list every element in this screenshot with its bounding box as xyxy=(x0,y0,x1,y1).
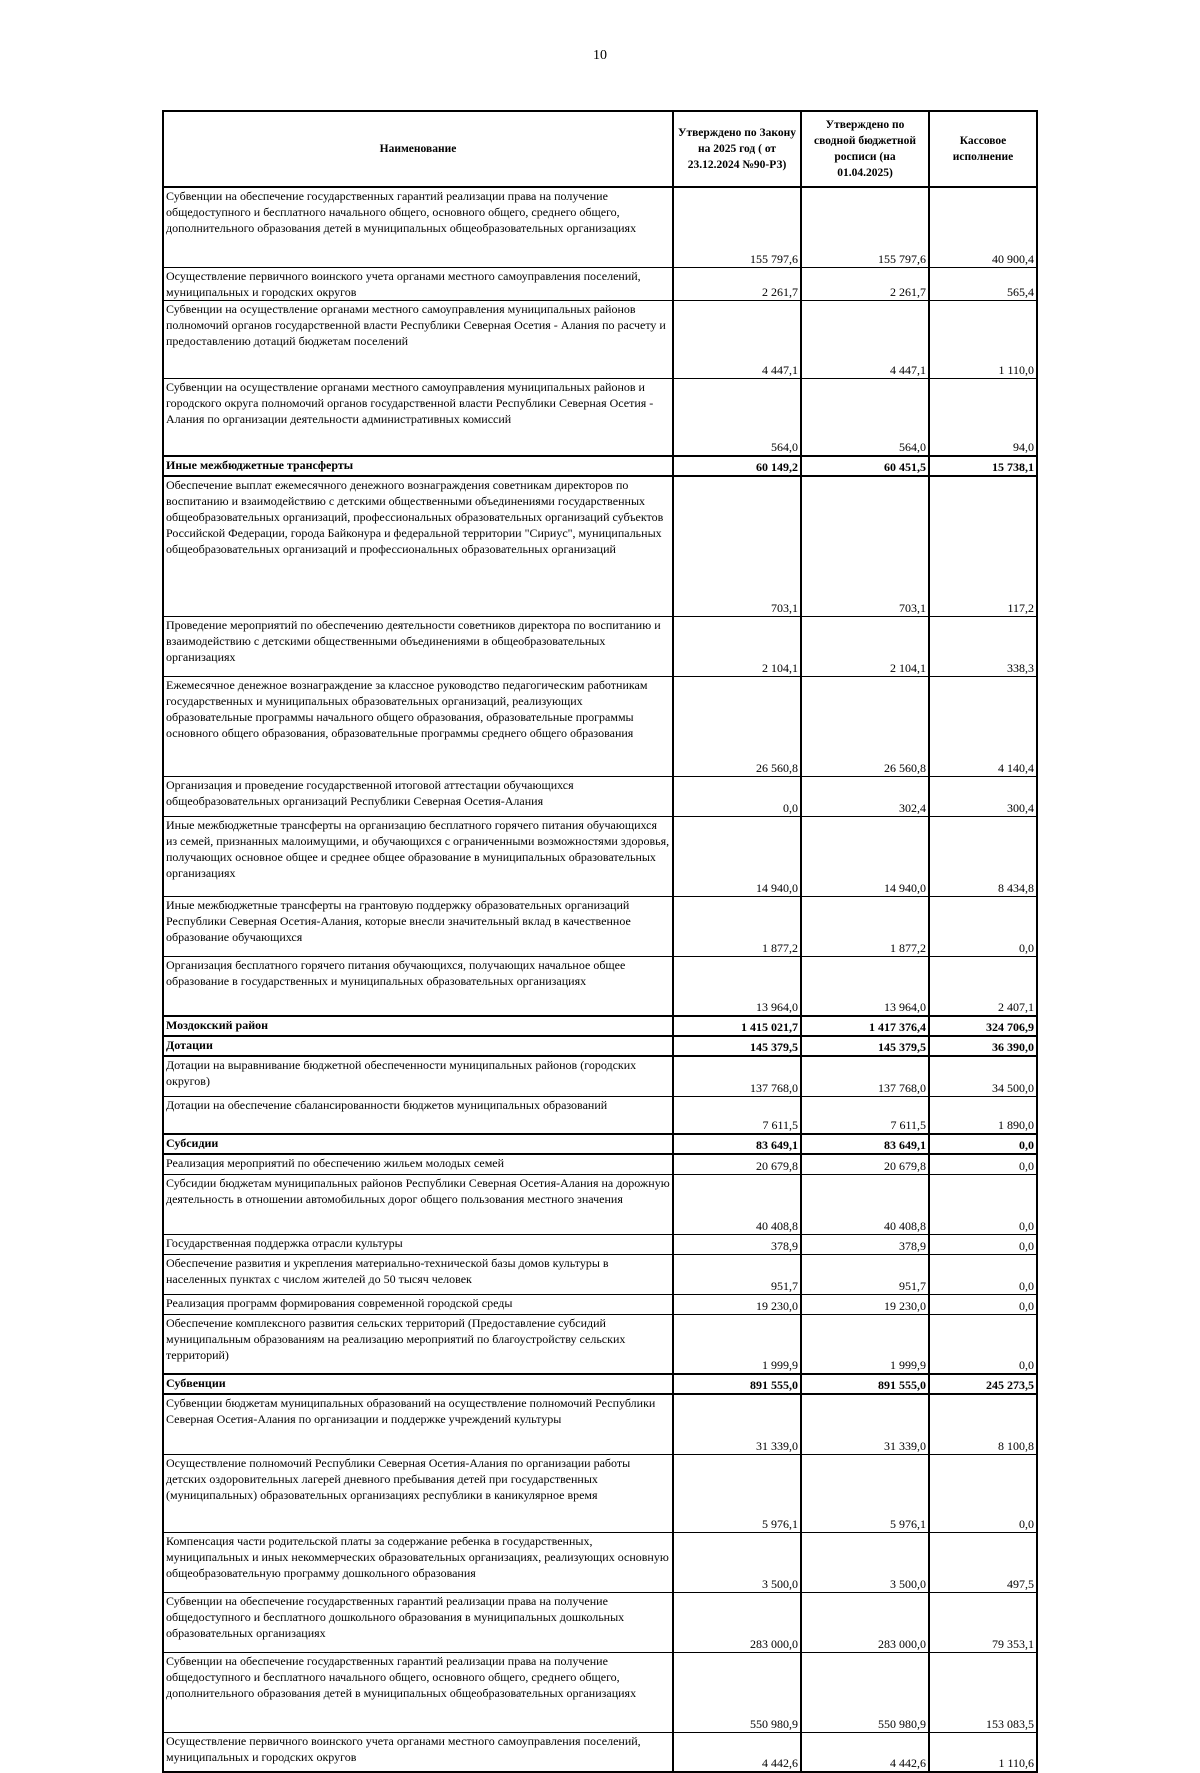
row-name: Субвенции на обеспечение государственных гарантий реализации права на получение общедоступного и бесплатного начального общего, основного общего, среднего общего, дополнительного образования детей в муниципальных общеобразовательных организациях xyxy=(163,1652,673,1732)
row-approved-law: 891 555,0 xyxy=(673,1374,801,1394)
row-cash-execution: 34 500,0 xyxy=(929,1056,1037,1096)
header-cash-execution: Кассовое исполнение xyxy=(929,111,1037,187)
table-row xyxy=(163,1592,1037,1652)
row-name: Субвенции на обеспечение государственных гарантий реализации права на получение общедоступного и бесплатного начального общего, основного общего, среднего общего, дополнительного образования детей в муниципальных общеобразовательных организациях xyxy=(163,187,673,267)
table-row xyxy=(163,1254,1037,1294)
row-approved-roster: 7 611,5 xyxy=(801,1096,929,1134)
row-name: Субвенции на обеспечение государственных гарантий реализации права на получение общедоступного и бесплатного дошкольного образования в муниципальных дошкольных образовательных организациях xyxy=(163,1592,673,1652)
row-name: Проведение мероприятий по обеспечению деятельности советников директора по воспитанию и взаимодействию с детскими общественными объединениями в общеобразовательных организациях xyxy=(163,616,673,676)
row-approved-law: 13 964,0 xyxy=(673,956,801,1016)
row-cash-execution: 8 100,8 xyxy=(929,1394,1037,1454)
row-cash-execution: 15 738,1 xyxy=(929,456,1037,476)
row-name: Субвенции бюджетам муниципальных образований на осуществление полномочий Республики Северная Осетия-Алания по организации и поддержке учреждений культуры xyxy=(163,1394,673,1454)
table-row xyxy=(163,1374,1037,1394)
table-row xyxy=(163,776,1037,816)
table-row xyxy=(163,1532,1037,1592)
row-cash-execution: 94,0 xyxy=(929,378,1037,456)
row-cash-execution: 497,5 xyxy=(929,1532,1037,1592)
table-row xyxy=(163,1314,1037,1374)
row-approved-roster: 14 940,0 xyxy=(801,816,929,896)
row-cash-execution: 8 434,8 xyxy=(929,816,1037,896)
row-cash-execution: 324 706,9 xyxy=(929,1016,1037,1036)
row-name: Субвенции на осуществление органами местного самоуправления муниципальных районов и городского округа полномочий органов государственной власти Республики Северная Осетия - Алания по организации деятельности административных комиссий xyxy=(163,378,673,456)
table-row xyxy=(163,476,1037,616)
row-approved-roster: 1 417 376,4 xyxy=(801,1016,929,1036)
row-approved-roster: 951,7 xyxy=(801,1254,929,1294)
row-name: Дотации на обеспечение сбалансированности бюджетов муниципальных образований xyxy=(163,1096,673,1134)
row-approved-roster: 137 768,0 xyxy=(801,1056,929,1096)
table-row xyxy=(163,1036,1037,1056)
row-name: Реализация программ формирования современной городской среды xyxy=(163,1294,673,1314)
row-name: Осуществление первичного воинского учета органами местного самоуправления поселений, муниципальных и городских округов xyxy=(163,267,673,300)
row-cash-execution: 1 110,6 xyxy=(929,1732,1037,1772)
row-cash-execution: 0,0 xyxy=(929,1254,1037,1294)
table-row xyxy=(163,676,1037,776)
row-approved-law: 60 149,2 xyxy=(673,456,801,476)
row-name: Иные межбюджетные трансферты на грантовую поддержку образовательных организаций Республики Северная Осетия-Алания, которые внесли значительный вклад в качественное образование обучающихся xyxy=(163,896,673,956)
row-approved-roster: 4 447,1 xyxy=(801,300,929,378)
row-approved-law: 137 768,0 xyxy=(673,1056,801,1096)
row-name: Обеспечение выплат ежемесячного денежного вознаграждения советникам директоров по воспитанию и взаимодействию с детскими общественными объединениями государственных общеобразовательных организаций, профессиональных образовательных организаций субъектов Российской Федерации, города Байконура и федеральной территории "Сириус", муниципальных общеобразовательных организаций и профессиональных образовательных организаций xyxy=(163,476,673,616)
table-row xyxy=(163,187,1037,267)
row-approved-roster: 378,9 xyxy=(801,1234,929,1254)
row-approved-roster: 1 877,2 xyxy=(801,896,929,956)
row-approved-law: 703,1 xyxy=(673,476,801,616)
row-cash-execution: 1 890,0 xyxy=(929,1096,1037,1134)
row-approved-roster: 3 500,0 xyxy=(801,1532,929,1592)
row-approved-law: 145 379,5 xyxy=(673,1036,801,1056)
row-approved-law: 7 611,5 xyxy=(673,1096,801,1134)
row-approved-roster: 1 999,9 xyxy=(801,1314,929,1374)
table-row xyxy=(163,456,1037,476)
row-approved-roster: 31 339,0 xyxy=(801,1394,929,1454)
row-cash-execution: 2 407,1 xyxy=(929,956,1037,1016)
row-approved-law: 550 980,9 xyxy=(673,1652,801,1732)
table-row xyxy=(163,1652,1037,1732)
table-header-row xyxy=(163,111,1037,187)
header-approved-roster: Утверждено по сводной бюджетной росписи (на 01.04.2025) xyxy=(801,111,929,187)
row-approved-roster: 4 442,6 xyxy=(801,1732,929,1772)
row-approved-law: 40 408,8 xyxy=(673,1174,801,1234)
row-name: Компенсация части родительской платы за содержание ребенка в государственных, муниципальных и иных некоммерческих образовательных организациях, реализующих основную общеобразовательную программу дошкольного образования xyxy=(163,1532,673,1592)
table-row xyxy=(163,1174,1037,1234)
row-cash-execution: 0,0 xyxy=(929,1134,1037,1154)
row-name: Реализация мероприятий по обеспечению жильем молодых семей xyxy=(163,1154,673,1174)
row-approved-law: 83 649,1 xyxy=(673,1134,801,1154)
table-row xyxy=(163,1234,1037,1254)
row-approved-law: 951,7 xyxy=(673,1254,801,1294)
row-name: Осуществление полномочий Республики Северная Осетия-Алания по организации работы детских оздоровительных лагерей дневного пребывания детей при государственных (муниципальных) образовательных организациях республики в каникулярное время xyxy=(163,1454,673,1532)
table-row xyxy=(163,1016,1037,1036)
row-approved-roster: 302,4 xyxy=(801,776,929,816)
row-name: Ежемесячное денежное вознаграждение за классное руководство педагогическим работникам государственных и муниципальных образовательных организаций, реализующих образовательные программы начального общего образования, образовательные программы основного общего образования, образовательные программы среднего общего образования xyxy=(163,676,673,776)
row-cash-execution: 40 900,4 xyxy=(929,187,1037,267)
row-name: Обеспечение комплексного развития сельских территорий (Предоставление субсидий муниципальным образованиям на реализацию мероприятий по благоустройству сельских территорий) xyxy=(163,1314,673,1374)
row-name: Организация и проведение государственной итоговой аттестации обучающихся общеобразовательных организаций Республики Северная Осетия-Алания xyxy=(163,776,673,816)
row-approved-law: 564,0 xyxy=(673,378,801,456)
row-cash-execution: 1 110,0 xyxy=(929,300,1037,378)
row-approved-roster: 40 408,8 xyxy=(801,1174,929,1234)
row-cash-execution: 0,0 xyxy=(929,1174,1037,1234)
table-row xyxy=(163,1056,1037,1096)
row-name: Субсидии xyxy=(163,1134,673,1154)
table-row xyxy=(163,956,1037,1016)
table-row xyxy=(163,616,1037,676)
row-approved-roster: 13 964,0 xyxy=(801,956,929,1016)
header-approved-law: Утверждено по Закону на 2025 год ( от 23.12.2024 №90-РЗ) xyxy=(673,111,801,187)
table-row xyxy=(163,1134,1037,1154)
row-approved-roster: 550 980,9 xyxy=(801,1652,929,1732)
row-approved-law: 155 797,6 xyxy=(673,187,801,267)
row-approved-law: 283 000,0 xyxy=(673,1592,801,1652)
table-row xyxy=(163,816,1037,896)
row-approved-law: 2 104,1 xyxy=(673,616,801,676)
row-approved-law: 4 442,6 xyxy=(673,1732,801,1772)
row-approved-law: 31 339,0 xyxy=(673,1394,801,1454)
row-cash-execution: 0,0 xyxy=(929,1234,1037,1254)
row-name: Субвенции xyxy=(163,1374,673,1394)
row-cash-execution: 117,2 xyxy=(929,476,1037,616)
row-approved-law: 1 877,2 xyxy=(673,896,801,956)
row-cash-execution: 0,0 xyxy=(929,1154,1037,1174)
table-row xyxy=(163,1454,1037,1532)
row-approved-roster: 564,0 xyxy=(801,378,929,456)
row-name: Субвенции на осуществление органами местного самоуправления муниципальных районов полномочий органов государственной власти Республики Северная Осетия - Алания по расчету и предоставлению дотаций бюджетам поселений xyxy=(163,300,673,378)
row-cash-execution: 300,4 xyxy=(929,776,1037,816)
row-approved-roster: 19 230,0 xyxy=(801,1294,929,1314)
row-name: Субсидии бюджетам муниципальных районов Республики Северная Осетия-Алания на дорожную деятельность в отношении автомобильных дорог общего пользования местного значения xyxy=(163,1174,673,1234)
row-name: Иные межбюджетные трансферты на организацию бесплатного горячего питания обучающихся из семей, признанных малоимущими, и обучающихся с ограниченными возможностями здоровья, получающих основное общее и среднее общее образование в муниципальных образовательных организациях xyxy=(163,816,673,896)
page-number: 10 xyxy=(593,48,607,63)
row-approved-law: 2 261,7 xyxy=(673,267,801,300)
row-approved-law: 5 976,1 xyxy=(673,1454,801,1532)
row-approved-roster: 26 560,8 xyxy=(801,676,929,776)
row-approved-law: 0,0 xyxy=(673,776,801,816)
row-cash-execution: 0,0 xyxy=(929,1314,1037,1374)
table-row xyxy=(163,1154,1037,1174)
row-approved-roster: 2 261,7 xyxy=(801,267,929,300)
row-approved-law: 1 415 021,7 xyxy=(673,1016,801,1036)
row-cash-execution: 0,0 xyxy=(929,1294,1037,1314)
row-approved-roster: 703,1 xyxy=(801,476,929,616)
row-cash-execution: 565,4 xyxy=(929,267,1037,300)
row-name: Моздокский район xyxy=(163,1016,673,1036)
row-approved-roster: 5 976,1 xyxy=(801,1454,929,1532)
row-cash-execution: 338,3 xyxy=(929,616,1037,676)
row-cash-execution: 0,0 xyxy=(929,896,1037,956)
row-approved-law: 1 999,9 xyxy=(673,1314,801,1374)
row-cash-execution: 0,0 xyxy=(929,1454,1037,1532)
row-cash-execution: 36 390,0 xyxy=(929,1036,1037,1056)
row-approved-roster: 60 451,5 xyxy=(801,456,929,476)
row-approved-law: 14 940,0 xyxy=(673,816,801,896)
row-approved-law: 3 500,0 xyxy=(673,1532,801,1592)
row-approved-law: 19 230,0 xyxy=(673,1294,801,1314)
table-row xyxy=(163,1394,1037,1454)
row-approved-roster: 891 555,0 xyxy=(801,1374,929,1394)
row-cash-execution: 4 140,4 xyxy=(929,676,1037,776)
row-approved-law: 20 679,8 xyxy=(673,1154,801,1174)
row-name: Дотации xyxy=(163,1036,673,1056)
table-row xyxy=(163,1732,1037,1772)
header-name: Наименование xyxy=(163,111,673,187)
table-row xyxy=(163,1294,1037,1314)
row-cash-execution: 245 273,5 xyxy=(929,1374,1037,1394)
row-approved-law: 4 447,1 xyxy=(673,300,801,378)
table-row xyxy=(163,300,1037,378)
table-row xyxy=(163,1096,1037,1134)
row-name: Обеспечение развития и укрепления материально-технической базы домов культуры в населенных пунктах с числом жителей до 50 тысяч человек xyxy=(163,1254,673,1294)
row-name: Осуществление первичного воинского учета органами местного самоуправления поселений, муниципальных и городских округов xyxy=(163,1732,673,1772)
table-row xyxy=(163,378,1037,456)
row-cash-execution: 79 353,1 xyxy=(929,1592,1037,1652)
table-row xyxy=(163,896,1037,956)
row-approved-law: 26 560,8 xyxy=(673,676,801,776)
row-name: Дотации на выравнивание бюджетной обеспеченности муниципальных районов (городских округов) xyxy=(163,1056,673,1096)
row-approved-roster: 155 797,6 xyxy=(801,187,929,267)
budget-table xyxy=(162,110,1038,1773)
row-approved-roster: 145 379,5 xyxy=(801,1036,929,1056)
row-cash-execution: 153 083,5 xyxy=(929,1652,1037,1732)
row-name: Иные межбюджетные трансферты xyxy=(163,456,673,476)
row-approved-law: 378,9 xyxy=(673,1234,801,1254)
table-row xyxy=(163,267,1037,300)
row-approved-roster: 283 000,0 xyxy=(801,1592,929,1652)
row-name: Организация бесплатного горячего питания обучающихся, получающих начальное общее образование в государственных и муниципальных образовательных организациях xyxy=(163,956,673,1016)
row-approved-roster: 83 649,1 xyxy=(801,1134,929,1154)
row-approved-roster: 20 679,8 xyxy=(801,1154,929,1174)
row-name: Государственная поддержка отрасли культуры xyxy=(163,1234,673,1254)
row-approved-roster: 2 104,1 xyxy=(801,616,929,676)
